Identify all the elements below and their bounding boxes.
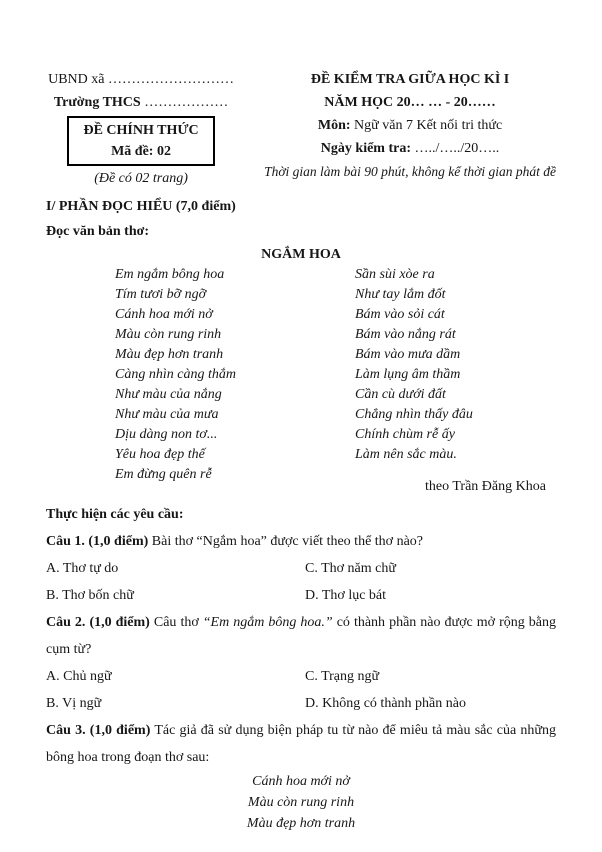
- answer-option-c: C. Thơ năm chữ: [305, 561, 396, 576]
- date-label: Ngày kiểm tra:: [320, 141, 411, 156]
- quoted-verse: “Em ngắm bông hoa.”: [202, 615, 333, 630]
- question-2-label: Câu 2. (1,0 điểm): [46, 615, 150, 630]
- commune-line: UBND xã ………………………: [48, 72, 234, 87]
- question-3: [46, 717, 556, 771]
- school-year: NĂM HỌC 20… … - 20……: [324, 95, 496, 110]
- school-label: Trường THCS: [53, 95, 141, 110]
- poem-line: Bám vào nắng rát: [355, 327, 456, 342]
- question-2-text-post: có thành phần nào được mở rộng bằng cụm từ?: [46, 615, 556, 657]
- issuer-block: [46, 68, 236, 190]
- answer-option-d: D. Thơ lục bát: [305, 588, 387, 603]
- question-1-options: [46, 555, 556, 609]
- question-3-label: Câu 3. (1,0 điểm): [46, 723, 151, 738]
- date-value: …../…../20…..: [414, 141, 500, 156]
- answer-option-b: B. Thơ bốn chữ: [46, 588, 134, 603]
- box-title: ĐỀ CHÍNH THỨC: [83, 123, 199, 138]
- excerpt-line: Màu đẹp hơn tranh: [246, 816, 356, 831]
- poem-line: Tím tươi bỡ ngỡ: [115, 287, 207, 302]
- poem-line: Làm lụng âm thầm: [355, 367, 461, 382]
- poem-line: Yêu hoa đẹp thế: [115, 447, 205, 462]
- subject-line: [264, 114, 556, 137]
- poem-column-right: [355, 265, 556, 485]
- question-3-excerpt: [46, 771, 556, 834]
- question-2-options: [46, 663, 556, 717]
- answer-option-a: A. Thơ tự do: [46, 561, 119, 576]
- subject-value: Ngữ văn 7 Kết nối tri thức: [354, 118, 503, 133]
- poem-line: Như tay lắm đốt: [355, 287, 446, 302]
- poem-line: Màu còn rung rinh: [115, 327, 222, 342]
- exam-title: ĐỀ KIỂM TRA GIỮA HỌC KÌ I: [310, 72, 510, 87]
- poem-line: Như màu của nắng: [115, 387, 222, 402]
- poem-line: Như màu của mưa: [115, 407, 219, 422]
- poem-line: Càng nhìn càng thắm: [115, 367, 236, 382]
- poem-line: Cần cù dưới đất: [355, 387, 446, 402]
- excerpt-line: Cánh hoa mới nở: [252, 774, 350, 789]
- page-count-note: (Đề có 02 trang): [94, 171, 188, 186]
- answer-option-b: B. Vị ngữ: [46, 696, 102, 711]
- document-header: [46, 68, 556, 190]
- school-dots: ………………: [144, 95, 229, 110]
- poem-title: NGẮM HOA: [261, 247, 341, 262]
- question-2: [46, 609, 556, 663]
- answer-option-c: C. Trạng ngữ: [305, 669, 380, 684]
- poem-line: Cánh hoa mới nở: [115, 307, 213, 322]
- poem-line: Màu đẹp hơn tranh: [115, 347, 224, 362]
- answer-option-d: D. Không có thành phần nào: [305, 696, 466, 711]
- section-heading: I/ PHẦN ĐỌC HIỂU (7,0 điểm): [46, 199, 236, 214]
- question-3-text: Tác giả đã sử dụng biện pháp tu từ nào để miêu tả màu sắc của những bông hoa trong đoạn thơ sau:: [46, 723, 557, 765]
- poem-line: Làm nên sắc màu.: [355, 447, 457, 462]
- poem-line: Chẳng nhìn thấy đâu: [355, 407, 473, 422]
- exam-date-line: [264, 137, 556, 160]
- poem-line: Em đừng quên rễ: [115, 467, 212, 482]
- question-1: [46, 528, 556, 555]
- poem-column-left: [115, 265, 355, 485]
- subject-label: Môn:: [317, 118, 351, 133]
- poem-line: Em ngắm bông hoa: [115, 267, 225, 282]
- duration-note: Thời gian làm bài 90 phút, không kể thời gian phát đề: [264, 164, 556, 179]
- poem-line: Chính chùm rễ ấy: [355, 427, 455, 442]
- question-2-text-pre: Câu thơ: [153, 615, 203, 630]
- poem-line: Sần sùi xòe ra: [355, 267, 435, 282]
- poem-line: Bám vào sỏi cát: [355, 307, 445, 322]
- answer-option-a: A. Chủ ngữ: [46, 669, 112, 684]
- question-1-text: Bài thơ “Ngắm hoa” được viết theo thể thơ nào?: [151, 534, 423, 549]
- poem-attribution: theo Trần Đăng Khoa: [425, 479, 546, 494]
- exam-info-block: [264, 68, 556, 190]
- box-code: Mã đề: 02: [111, 144, 171, 159]
- question-1-label: Câu 1. (1,0 điểm): [46, 534, 149, 549]
- official-exam-box: [67, 116, 214, 166]
- reading-instruction: Đọc văn bản thơ:: [46, 224, 150, 239]
- requirements-heading: Thực hiện các yêu cầu:: [46, 507, 184, 522]
- excerpt-line: Màu còn rung rinh: [247, 795, 355, 810]
- poem-line: Dịu dàng non tơ...: [115, 427, 218, 442]
- poem-line: Bám vào mưa dầm: [355, 347, 461, 362]
- school-line: [46, 91, 236, 114]
- poem: [46, 265, 556, 485]
